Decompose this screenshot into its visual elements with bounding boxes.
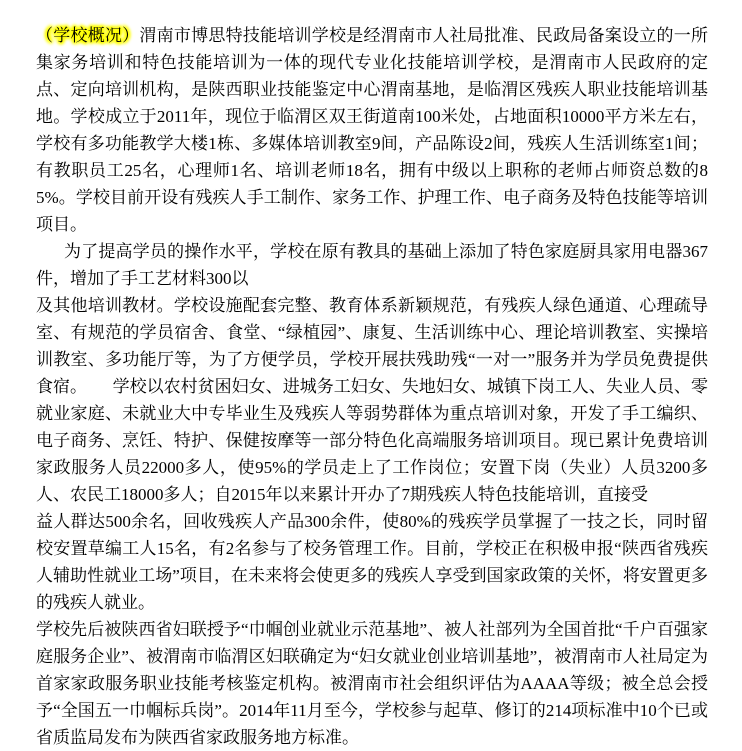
section-heading-highlight: （学校概况）	[36, 26, 140, 45]
paragraph-equipment: 为了提高学员的操作水平，学校在原有教具的基础上添加了特色家庭厨具家用电器367件，增加了手工艺材料300以	[36, 242, 708, 288]
paragraph-disabled-achievements: 益人群达500余名，回收残疾人产品300余件，使80%的残疾学员掌握了一技之长，同时留校安置草编工人15名，有2名参与了校务管理工作。目前，学校正在积极申报“陕西省残疾人辅助性就业工场”项目，在未来将会使更多的残疾人享受到国家政策的关怀，将安置更多的残疾人就业。	[36, 512, 708, 612]
paragraph-overview-text: 渭南市博思特技能培训学校是经渭南市人社局批准、民政局备案设立的一所集家务培训和特色技能培训为一体的现代专业化技能培训学校，是渭南市人民政府的定点、定向培训机构，是陕西职业技能鉴定中心渭南基地，是临渭区残疾人职业技能培训基地。学校成立于2011年，现位于临渭区双王街道南100米处，占地面积10000平方米左右，学校有多功能教学大楼1栋、多媒体培训教室9间，产品陈设2间，残疾人生活训练室1间；有教职员工25名，心理师1名、培训老师18名，拥有中级以上职称的老师占师资总数的85%。学校目前开设有残疾人手工制作、家务工作、护理工作、电子商务及特色技能等培训项目。	[36, 26, 708, 234]
paragraph-overview	[36, 22, 708, 238]
paragraph-honors: 学校先后被陕西省妇联授予“巾帼创业就业示范基地”、被人社部列为全国首批“千户百强家庭服务企业”、被渭南市临渭区妇联确定为“妇女就业创业培训基地”，被渭南市人社局定为首家家政服务职业技能考核鉴定机构。被渭南市社会组织评估为AAAA等级；被全总会授予“全国五一巾帼标兵岗”。2014年11月至今，学校参与起草、修订的214项标准中10个已或省质监局发布为陕西省家政服务地方标准。	[36, 620, 708, 747]
paragraph-facilities-training: 及其他培训教材。学校设施配套完整、教育体系新颖规范，有残疾人绿色通道、心理疏导室、有规范的学员宿舍、食堂、“绿植园”、康复、生活训练中心、理论培训教室、实操培训教室、多功能厅等，为了方便学员，学校开展扶残助残“一对一”服务并为学员免费提供食宿。 学校以农村贫困妇女、进城务工妇女、失地妇女、城镇下岗工人、失业人员、零就业家庭、未就业大中专毕业生及残疾人等弱势群体为重点培训对象，开发了手工编织、电子商务、烹饪、特护、保健按摩等一部分特色化高端服务培训项目。现已累计免费培训家政服务人员22000多人，使95%的学员走上了工作岗位；安置下岗（失业）人员3200多人、农民工18000多人；自2015年以来累计开办了7期残疾人特色技能培训，直接受	[36, 296, 708, 504]
